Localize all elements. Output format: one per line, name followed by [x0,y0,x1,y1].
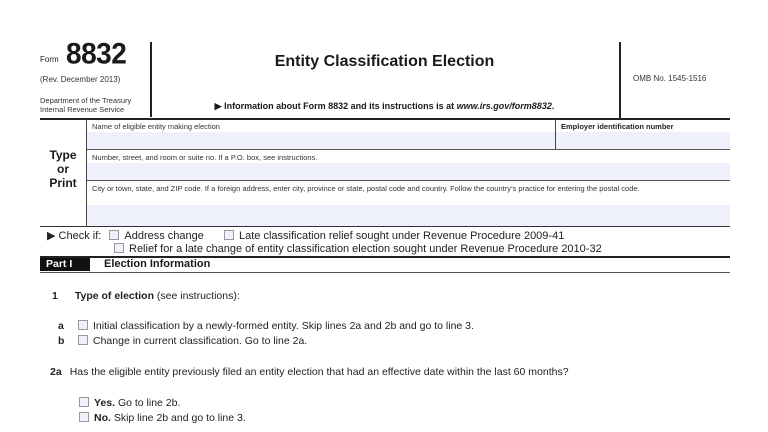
change-classification-label: Change in current classification. Go to line 2a. [93,335,308,347]
yes-instruction: Go to line 2b. [115,397,181,409]
yes-label: Yes. [94,397,116,409]
line2a-number: 2a [50,366,62,378]
ein-input[interactable] [556,132,730,149]
check-if-label: ▶ Check if: [47,230,102,242]
info-prefix: ▶ Information about Form 8832 and its instructions is at [214,101,457,111]
city-row [87,181,730,226]
city-input[interactable] [87,205,730,226]
line1a-letter: a [58,320,64,332]
street-label: Number, street, and room or suite no. If a P.O. box, see instructions. [92,153,318,162]
line2a-question [50,366,569,378]
info-suffix: . [551,101,555,111]
late-classification-relief-checkbox[interactable] [224,230,234,240]
address-change-label: Address change [124,230,204,242]
line2a-no-option [79,412,246,424]
form-number: 8832 [66,37,127,70]
or-word: or [57,162,69,176]
ein-label: Employer identification number [561,122,674,131]
entity-name-input[interactable] [87,132,555,149]
part1-badge: Part I [40,258,90,271]
city-label: City or town, state, and ZIP code. If a foreign address, enter city, province or state, postal code and country. Follow the country’s practice for entering the postal code. [92,184,640,193]
line2a-text: Has the eligible entity previously filed an entity election that had an effective date within the last 60 months? [69,366,569,378]
address-block-rule [40,226,730,227]
check-if-row-2 [114,243,602,255]
department-line1: Department of the Treasury [40,96,132,105]
ein-divider [555,119,556,149]
line1b-letter: b [58,335,65,347]
form-title: Entity Classification Election [274,53,495,70]
info-url-link[interactable]: www.irs.gov/form8832 [456,101,552,111]
change-classification-checkbox[interactable] [78,335,88,345]
late-classification-relief-label: Late classification relief sought under Revenue Procedure 2009-41 [239,230,565,242]
part1-bottom-rule [40,272,730,273]
part1-title: Election Information [104,258,211,270]
no-label: No. [94,412,111,424]
line1a-option [58,320,474,332]
form-revision: (Rev. December 2013) [40,75,121,84]
header-divider-right [619,42,621,120]
yes-checkbox[interactable] [79,397,89,407]
line1-title: Type of election [74,290,154,302]
late-change-relief-checkbox[interactable] [114,243,124,253]
line1-note: (see instructions): [154,290,240,302]
omb-number: OMB No. 1545-1516 [633,74,707,83]
check-if-row [47,229,564,242]
no-checkbox[interactable] [79,412,89,422]
department-line2: Internal Revenue Service [40,105,125,114]
line1b-option [58,335,307,347]
line1-number: 1 [52,290,58,302]
address-change-checkbox[interactable] [109,230,119,240]
ein-cell [556,119,730,149]
form-label: Form [40,55,59,64]
street-input[interactable] [87,163,730,180]
type-word: Type [49,148,77,162]
late-change-relief-label: Relief for a late change of entity classification election sought under Revenue Procedure 2010-32 [129,243,602,255]
print-word: Print [49,176,77,190]
initial-classification-checkbox[interactable] [78,320,88,330]
line2a-yes-option [79,397,180,409]
street-row [87,150,730,180]
initial-classification-label: Initial classification by a newly-formed entity. Skip lines 2a and 2b and go to line 3. [93,320,474,332]
form-info [150,101,619,112]
no-instruction: Skip line 2b and go to line 3. [110,412,246,424]
line1-heading [52,290,240,302]
entity-name-row [87,119,730,149]
type-or-print-label [40,148,86,190]
entity-name-cell [87,119,555,149]
entity-name-label: Name of eligible entity making election [92,122,220,131]
department [40,96,131,114]
